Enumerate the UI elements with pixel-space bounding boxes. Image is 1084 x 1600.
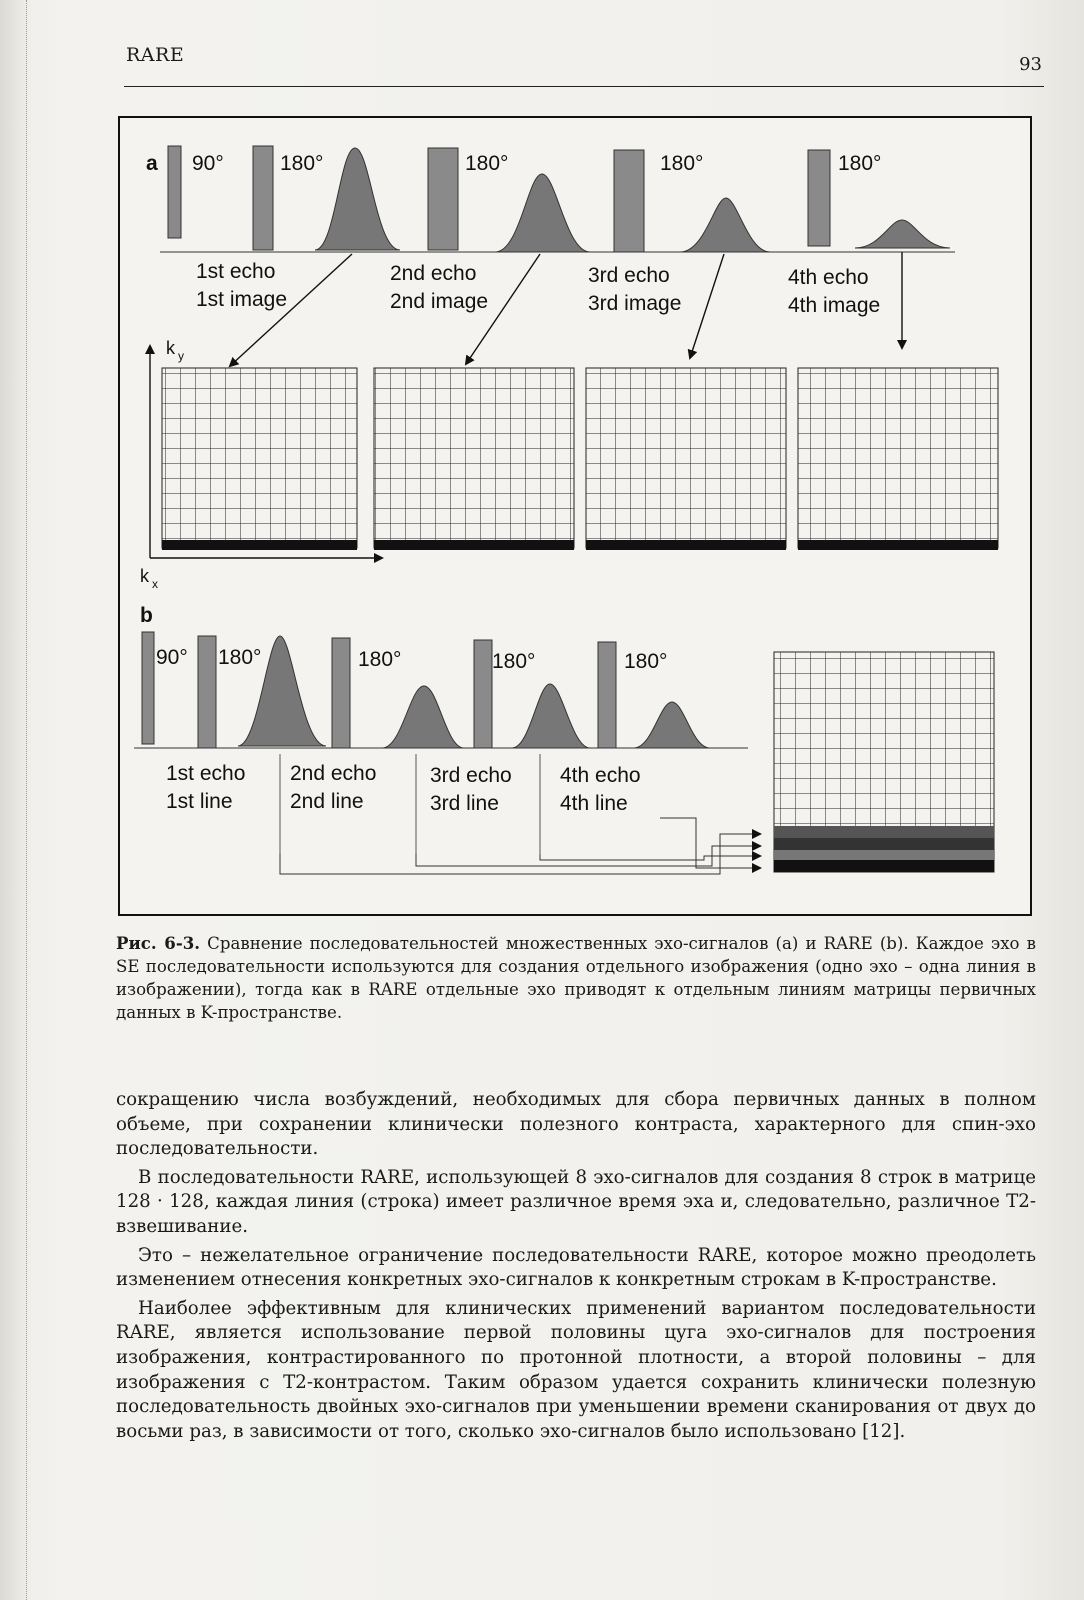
panel-a-180-pulse-4 [808, 150, 830, 246]
panel-b-letter: b [140, 604, 153, 627]
panel-b-180-pulse-1 [198, 636, 216, 748]
panel-a-180-pulse-2 [428, 148, 458, 250]
panel-a-image-label-2: 2nd image [390, 290, 489, 313]
caption-label: Рис. 6-3. [116, 933, 201, 953]
ky-subscript: y [178, 349, 184, 363]
panel-a-pulse-label-2: 180° [280, 152, 324, 175]
panel-a-kspace-grid-1 [162, 368, 357, 550]
panel-b-echo-label-4: 4th echo [560, 764, 641, 787]
panel-b-line-label-2: 2nd line [290, 790, 364, 813]
panel-b-connector-1 [280, 834, 760, 874]
panel-b-pulse-label-2: 180° [218, 646, 262, 669]
caption-text: Сравнение последовательностей множественных эхо-сигналов (а) и RARE (b). Каждое эхо в SE последовательности используются для создания отдельного изображения (одно эхо – одна линия в изображении), тогда как в RARE отдельные эхо приводят к отдельным линиям матрицы первичных данных в K-пространстве. [116, 934, 1036, 1022]
body-paragraph-2: В последовательности RARE, использующей 8 эхо-сигналов для создания 8 строк в матрице 128 · 128, каждая линия (строка) имеет различное время эха и, следовательно, различное T2-взвешивание. [116, 1166, 1036, 1237]
page-number: 93 [1019, 54, 1042, 75]
panel-b-echo-label-3: 3rd echo [430, 764, 512, 787]
panel-a-echo-2 [495, 174, 590, 252]
panel-b-echo-label-1: 1st echo [166, 762, 246, 785]
panel-a-echo-label-4: 4th echo [788, 266, 869, 289]
panel-b-180-pulse-3 [474, 640, 492, 748]
body-paragraph-3: Это – нежелательное ограничение последовательности RARE, которое можно преодолеть изменением отнесения конкретных эхо-сигналов к конкретным строкам в K-пространстве. [116, 1244, 1036, 1291]
panel-a-echo-3 [680, 198, 770, 252]
panel-b-connector-3 [540, 854, 760, 860]
body-text [116, 1088, 1036, 1448]
panel-a-kspace-grid-4 [798, 368, 998, 550]
panel-a-echo-1 [315, 148, 400, 250]
panel-a-image-label-3: 3rd image [588, 292, 682, 315]
figure-caption [116, 932, 1036, 1024]
panel-b-line-label-4: 4th line [560, 792, 628, 815]
panel-b-echo-4 [634, 702, 710, 748]
panel-a-kspace-grid-2 [374, 368, 574, 550]
panel-a-image-label-4: 4th image [788, 294, 881, 317]
panel-a-kspace-grid-3 [586, 368, 786, 550]
panel-b-pulse-label-1: 90° [156, 646, 188, 669]
panel-b-echo-2 [382, 686, 464, 748]
panel-a-pulse-label-5: 180° [838, 152, 882, 175]
panel-b-pulse-label-4: 180° [492, 650, 536, 673]
panel-a-90-pulse [168, 146, 181, 238]
running-head: RARE [126, 44, 185, 66]
kx-label: k [140, 566, 149, 586]
page-binding-edge [14, 0, 27, 1600]
panel-a-image-label-1: 1st image [196, 288, 288, 311]
panel-a-echo-label-1: 1st echo [196, 260, 276, 283]
panel-a-pulse-label-4: 180° [660, 152, 704, 175]
panel-a-echo-label-3: 3rd echo [588, 264, 670, 287]
header-rule [124, 86, 1044, 87]
panel-b-180-pulse-4 [598, 642, 616, 748]
panel-a-arrow-3 [690, 254, 724, 358]
panel-b-echo-3 [512, 684, 590, 748]
panel-b-line-label-3: 3rd line [430, 792, 499, 815]
panel-a-pulse-label-3: 180° [465, 152, 509, 175]
panel-b-pulse-label-3: 180° [358, 648, 402, 671]
panel-b-180-pulse-2 [332, 638, 350, 748]
ky-label: k [166, 338, 175, 358]
panel-b-90-pulse [142, 632, 154, 744]
panel-a-echo-label-2: 2nd echo [390, 262, 477, 285]
panel-a-letter: a [146, 152, 158, 175]
figure-diagram [120, 118, 1030, 914]
panel-a-180-pulse-1 [253, 146, 273, 250]
panel-a-pulse-label-1: 90° [192, 152, 224, 175]
kx-subscript: x [152, 577, 158, 591]
panel-b-line-label-1: 1st line [166, 790, 233, 813]
figure-6-3 [118, 116, 1032, 916]
panel-a-180-pulse-3 [614, 150, 644, 252]
panel-b-echo-label-2: 2nd echo [290, 762, 377, 785]
panel-b-pulse-label-5: 180° [624, 650, 668, 673]
body-paragraph-1: сокращению числа возбуждений, необходимых для сбора первичных данных в полном объеме, при сохранении клинически полезного контраста, характерного для спин-эхо последовательности. [116, 1089, 1036, 1160]
panel-a-echo-4 [855, 220, 950, 248]
panel-b-kspace-grid [774, 652, 994, 872]
body-paragraph-4: Наиболее эффективным для клинических применений вариантом последовательности RARE, является использование первой половины цуга эхо-сигналов для построения изображения, контрастированного по протонной плотности, а второй половины – для изображения с T2-контрастом. Таким образом удается сохранить клинически полезную последовательность двойных эхо-сигналов при уменьшении времени сканирования от двух до восьми раз, в зависимости от того, сколько эхо-сигналов было использовано [12]. [116, 1297, 1036, 1442]
